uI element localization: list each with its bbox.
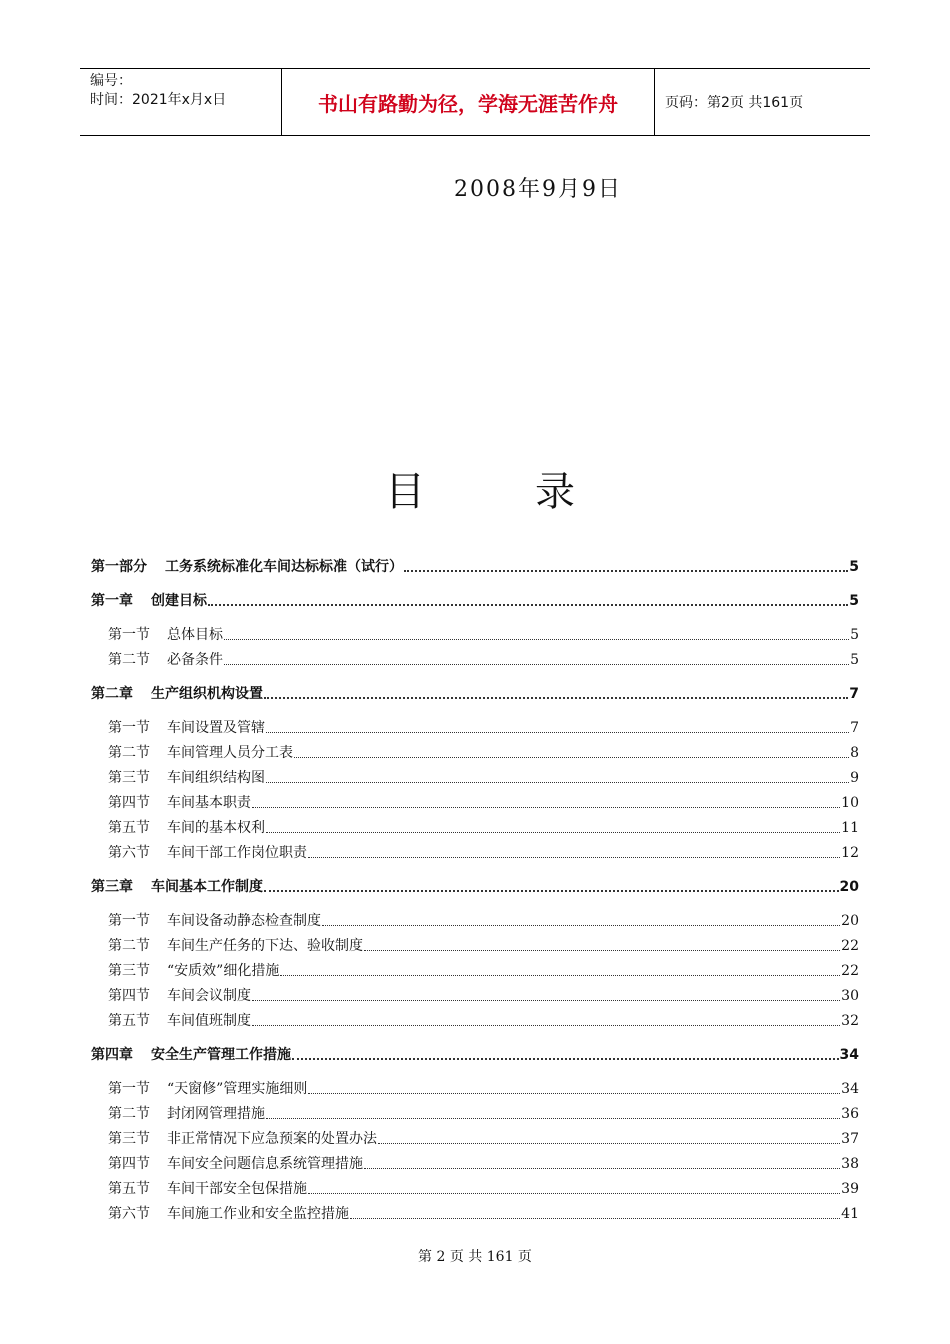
toc-entry-page: 34 xyxy=(841,1081,859,1097)
toc-entry-page: 5 xyxy=(849,593,859,609)
toc-chapter-entry[interactable] xyxy=(91,679,859,703)
toc-entry-title: 车间设置及管辖 xyxy=(167,720,265,736)
toc-entry-number: 第四节 xyxy=(108,988,150,1004)
toc-entry-page: 8 xyxy=(850,745,859,761)
toc-entry-title: 创建目标 xyxy=(151,593,207,609)
toc-entry-title: 车间干部工作岗位职责 xyxy=(167,845,307,861)
toc-dot-leader xyxy=(364,1167,840,1169)
toc-section-entry[interactable] xyxy=(108,620,859,644)
toc-entry-page: 5 xyxy=(850,652,859,668)
toc-entry-page: 20 xyxy=(839,879,859,895)
toc-dot-leader xyxy=(224,663,849,665)
toc-section-entry[interactable] xyxy=(108,1199,859,1223)
toc-entry-page: 41 xyxy=(841,1206,859,1222)
toc-section-entry[interactable] xyxy=(108,713,859,737)
toc-dot-leader xyxy=(308,856,840,858)
toc-entry-number: 第二节 xyxy=(108,652,150,668)
toc-dot-leader xyxy=(350,1217,840,1219)
toc-section-entry[interactable] xyxy=(108,738,859,762)
toc-title-char-2: 录 xyxy=(535,469,575,515)
toc-entry-title: 车间基本职责 xyxy=(167,795,251,811)
toc-dot-leader xyxy=(322,924,840,926)
toc-section-entry[interactable] xyxy=(108,956,859,980)
page-header xyxy=(80,68,870,136)
toc-dot-leader xyxy=(224,638,849,640)
toc-entry-number: 第三节 xyxy=(108,770,150,786)
toc-entry-page: 11 xyxy=(841,820,859,836)
header-meta xyxy=(80,69,282,135)
toc-dot-leader xyxy=(378,1142,840,1144)
toc-entry-title: 车间安全问题信息系统管理措施 xyxy=(167,1156,363,1172)
toc-entry-title: 车间管理人员分工表 xyxy=(167,745,293,761)
toc-entry-number: 第一节 xyxy=(108,913,150,929)
toc-entry-number: 第六节 xyxy=(108,845,150,861)
toc-chapter-entry[interactable] xyxy=(91,1040,859,1064)
toc-entry-title: 车间施工作业和安全监控措施 xyxy=(167,1206,349,1222)
toc-entry-number: 第六节 xyxy=(108,1206,150,1222)
toc-entry-page: 32 xyxy=(841,1013,859,1029)
toc-entry-number: 第二节 xyxy=(108,745,150,761)
toc-entry-title: 安全生产管理工作措施 xyxy=(151,1047,291,1063)
toc-dot-leader xyxy=(280,974,840,976)
toc-entry-title: “安质效”细化措施 xyxy=(167,963,280,979)
toc-entry-number: 第三节 xyxy=(108,963,150,979)
toc-section-entry[interactable] xyxy=(108,813,859,837)
toc-section-entry[interactable] xyxy=(108,1174,859,1198)
toc-dot-leader xyxy=(404,569,848,572)
toc-entry-page: 7 xyxy=(850,720,859,736)
toc-entry-page: 39 xyxy=(841,1181,859,1197)
toc-dot-leader xyxy=(252,1024,840,1026)
header-number-label: 编号： xyxy=(90,73,132,89)
toc-entry-page: 38 xyxy=(841,1156,859,1172)
toc-entry-number: 第四节 xyxy=(108,1156,150,1172)
toc-section-entry[interactable] xyxy=(108,981,859,1005)
toc-entry-number: 第一节 xyxy=(108,627,150,643)
toc-entry-title: 工务系统标准化车间达标标准（试行） xyxy=(165,559,403,575)
toc-entry-number: 第五节 xyxy=(108,1013,150,1029)
toc-entry-title: 车间设备动静态检查制度 xyxy=(167,913,321,929)
toc-entry-page: 37 xyxy=(841,1131,859,1147)
toc-section-entry[interactable] xyxy=(108,931,859,955)
toc-entry-title: 必备条件 xyxy=(167,652,223,668)
toc-dot-leader xyxy=(264,696,848,699)
toc-entry-page: 12 xyxy=(841,845,859,861)
toc-entry-page: 10 xyxy=(841,795,859,811)
toc-entry-number: 第五节 xyxy=(108,820,150,836)
toc-dot-leader xyxy=(364,949,840,951)
toc-entry-number: 第一章 xyxy=(91,593,133,609)
toc-dot-leader xyxy=(252,999,840,1001)
header-motto: 书山有路勤为径，学海无涯苦作舟 xyxy=(282,69,655,135)
toc-dot-leader xyxy=(266,831,840,833)
toc-dot-leader xyxy=(252,806,840,808)
document-date: 2008年9月9日 xyxy=(454,177,622,202)
toc-entry-number: 第五节 xyxy=(108,1181,150,1197)
toc-entry-number: 第一节 xyxy=(108,720,150,736)
toc-section-entry[interactable] xyxy=(108,1006,859,1030)
toc-entry-number: 第四章 xyxy=(91,1047,133,1063)
toc-entry-title: 车间干部安全包保措施 xyxy=(167,1181,307,1197)
toc-section-entry[interactable] xyxy=(108,838,859,862)
toc-section-entry[interactable] xyxy=(108,1124,859,1148)
toc-entry-page: 7 xyxy=(849,686,859,702)
toc-section-entry[interactable] xyxy=(108,1099,859,1123)
toc-entry-title: 车间会议制度 xyxy=(167,988,251,1004)
toc-section-entry[interactable] xyxy=(108,763,859,787)
toc-dot-leader xyxy=(208,603,848,606)
toc-entry-number: 第一部分 xyxy=(91,559,147,575)
page-footer: 第 2 页 共 161 页 xyxy=(418,1249,532,1265)
toc-dot-leader xyxy=(266,731,849,733)
toc-dot-leader xyxy=(308,1092,840,1094)
toc-dot-leader xyxy=(266,1117,840,1119)
toc-entry-title: 封闭网管理措施 xyxy=(167,1106,265,1122)
toc-entry-number: 第二节 xyxy=(108,1106,150,1122)
toc-entry-title: 车间基本工作制度 xyxy=(151,879,263,895)
toc-entry-number: 第二章 xyxy=(91,686,133,702)
toc-entry-page: 30 xyxy=(841,988,859,1004)
toc-title-char-1: 目 xyxy=(385,469,425,515)
toc-chapter-entry[interactable] xyxy=(91,586,859,610)
toc-entry-number: 第三节 xyxy=(108,1131,150,1147)
toc-dot-leader xyxy=(294,756,849,758)
toc-section-entry[interactable] xyxy=(108,906,859,930)
toc-entry-page: 20 xyxy=(841,913,859,929)
toc-entry-number: 第一节 xyxy=(108,1081,150,1097)
toc-entry-number: 第三章 xyxy=(91,879,133,895)
toc-entry-title: 总体目标 xyxy=(167,627,223,643)
toc-entry-title: 非正常情况下应急预案的处置办法 xyxy=(167,1131,377,1147)
toc-chapter-entry[interactable] xyxy=(91,872,859,896)
toc-section-entry[interactable] xyxy=(108,1074,859,1098)
toc-section-entry[interactable] xyxy=(108,645,859,669)
toc-chapter-entry[interactable] xyxy=(91,552,859,576)
toc-entry-title: “天窗修”管理实施细则 xyxy=(167,1081,308,1097)
header-page-info: 页码：第2页 共161页 xyxy=(665,95,804,111)
toc-title xyxy=(0,460,950,517)
toc-entry-page: 22 xyxy=(841,963,859,979)
toc-entry-title: 生产组织机构设置 xyxy=(151,686,263,702)
toc-entry-title: 车间值班制度 xyxy=(167,1013,251,1029)
toc-dot-leader xyxy=(308,1192,840,1194)
toc-dot-leader xyxy=(264,889,839,892)
toc-entry-page: 22 xyxy=(841,938,859,954)
toc-entry-number: 第四节 xyxy=(108,795,150,811)
toc-entry-page: 5 xyxy=(849,559,859,575)
toc-entry-title: 车间生产任务的下达、验收制度 xyxy=(167,938,363,954)
header-time-label: 时间：2021年x月x日 xyxy=(90,92,227,108)
toc-dot-leader xyxy=(292,1057,839,1060)
toc-section-entry[interactable] xyxy=(108,1149,859,1173)
toc-entry-page: 9 xyxy=(850,770,859,786)
toc-entry-page: 36 xyxy=(841,1106,859,1122)
toc-entry-page: 34 xyxy=(839,1047,859,1063)
toc-entry-title: 车间的基本权利 xyxy=(167,820,265,836)
toc-entry-page: 5 xyxy=(850,627,859,643)
toc-entry-number: 第二节 xyxy=(108,938,150,954)
toc-dot-leader xyxy=(266,781,849,783)
toc-section-entry[interactable] xyxy=(108,788,859,812)
toc-entry-title: 车间组织结构图 xyxy=(167,770,265,786)
